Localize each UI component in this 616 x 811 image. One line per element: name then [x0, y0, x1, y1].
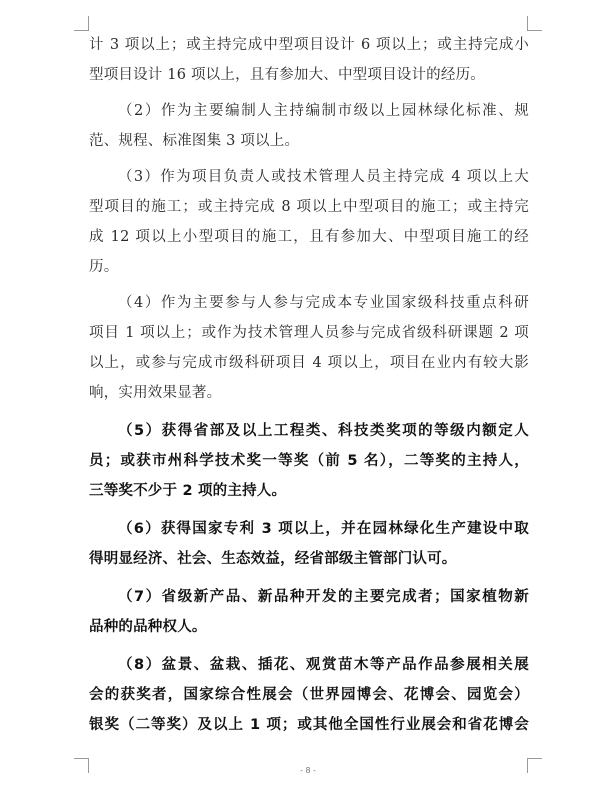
- text-line: （7）省级新产品、新品种开发的主要完成者；国家植物新: [118, 589, 529, 605]
- text-line: 品种的品种权人。: [89, 619, 207, 635]
- text-line: （2）作为主要编制人主持编制市级以上园林绿化标准、规: [118, 103, 529, 119]
- paragraph-item-3: [89, 162, 529, 282]
- text-line: （8）盆景、盆栽、插花、观赏苗木等产品作品参展相关展: [118, 657, 529, 673]
- page-number: - 8 -: [300, 766, 316, 775]
- text-line: 成 12 项以上小型项目的施工，且有参加大、中型项目施工的经: [89, 229, 529, 245]
- paragraph-item-6: [89, 514, 529, 574]
- text-line: 历。: [89, 259, 119, 275]
- text-line: 范、规程、标准图集 3 项以上。: [89, 133, 300, 149]
- text-line: （4）作为主要参与人参与完成本专业国家级科技重点科研: [118, 295, 529, 311]
- text-line: 员；或获市州科学技术奖一等奖（前 5 名），二等奖的主持人，: [89, 453, 529, 469]
- text-line: 计 3 项以上；或主持完成中型项目设计 6 项以上；或主持完成小: [89, 37, 529, 53]
- text-line: 三等奖不少于 2 项的主持人。: [89, 483, 287, 499]
- text-line: 型项目的施工；或主持完成 8 项以上中型项目的施工；或主持完: [89, 199, 529, 215]
- document-body: [89, 30, 529, 740]
- paragraph-item-4: [89, 288, 529, 408]
- text-line: 得明显经济、社会、生态效益，经省部级主管部门认可。: [89, 551, 457, 567]
- paragraph-item-2: [89, 96, 529, 156]
- crop-mark-top-right: [527, 16, 542, 31]
- text-line: 项目 1 项以上；或作为技术管理人员参与完成省级科研课题 2 项: [89, 325, 529, 341]
- text-line: （3）作为项目负责人或技术管理人员主持完成 4 项以上大: [118, 169, 529, 185]
- crop-mark-top-left: [74, 16, 89, 31]
- paragraph-item-8: [89, 650, 529, 740]
- text-line: （5）获得省部及以上工程类、科技类奖项的等级内额定人: [118, 423, 529, 439]
- text-line: （6）获得国家专利 3 项以上，并在园林绿化生产建设中取: [118, 521, 529, 537]
- paragraph-item-5: [89, 416, 529, 506]
- text-line: 会的获奖者，国家综合性展会（世界园博会、花博会、园览会）: [89, 687, 529, 703]
- text-line: 型项目设计 16 项以上，且有参加大、中型项目设计的经历。: [89, 67, 485, 83]
- text-line: 以上，或参与完成市级科研项目 4 项以上，项目在业内有较大影: [89, 355, 529, 371]
- text-line: 银奖（二等奖）及以上 1 项；或其他全国性行业展会和省花博会: [89, 717, 529, 733]
- paragraph-continuation: [89, 30, 529, 90]
- text-line: 响，实用效果显著。: [89, 385, 222, 401]
- paragraph-item-7: [89, 582, 529, 642]
